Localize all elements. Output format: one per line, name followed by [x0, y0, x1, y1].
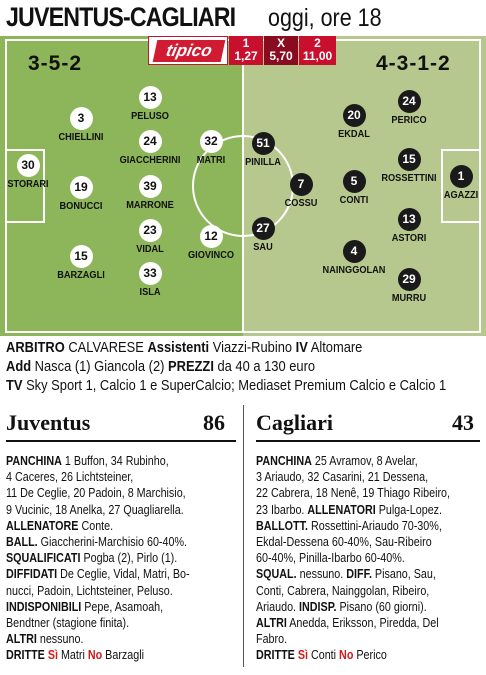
juve-dritte: DRITTE Sì Matri No Barzagli: [6, 648, 145, 663]
player-number: 15: [398, 148, 421, 171]
iv-value: Altomare: [310, 339, 363, 356]
match-teams: JUVENTUS-CAGLIARI: [6, 2, 236, 32]
add-prezzi-line: [6, 358, 315, 375]
odds-brand-logo: tipico: [148, 36, 228, 65]
home-player: [41, 245, 121, 281]
arbitro-value: CALVARESE: [68, 339, 144, 356]
player-number: 15: [70, 245, 93, 268]
cagliari-score: 43: [452, 410, 474, 435]
player-name: AGAZZI: [443, 190, 479, 201]
home-player: [41, 107, 121, 143]
home-player: [110, 86, 190, 122]
player-number: 32: [200, 130, 223, 153]
player-name: MURRU: [391, 293, 427, 304]
home-player: [110, 175, 190, 211]
player-number: 33: [139, 262, 162, 285]
player-name: EKDAL: [338, 129, 370, 140]
label-iv: IV: [295, 339, 308, 356]
cagliari-name: Cagliari: [256, 410, 333, 435]
match-headline: [6, 2, 382, 34]
label-assistenti: Assistenti: [147, 339, 210, 356]
home-formation: 3-5-2: [28, 52, 83, 75]
player-name: PELUSO: [131, 111, 169, 122]
player-name: GIACCHERINI: [119, 155, 181, 166]
player-name: COSSU: [284, 198, 318, 209]
player-name: BARZAGLI: [57, 270, 105, 281]
away-player: [223, 132, 303, 168]
column-separator: [243, 405, 244, 667]
player-name: GIOVINCO: [187, 250, 234, 261]
player-name: ROSSETTINI: [381, 173, 437, 184]
tv-line: [6, 377, 446, 394]
odds-draw: X 5,70: [264, 36, 298, 65]
player-number: 13: [398, 208, 421, 231]
player-name: CHIELLINI: [58, 132, 104, 143]
player-number: 24: [139, 130, 162, 153]
player-number: 1: [450, 165, 473, 188]
cagliari-column: PANCHINA 25 Avramov, 8 Avelar, 3 Ariaudo, 32 Casarini, 21 Dessena, 22 Cabrera, 18 Nenê, 19 Thiago Ribeiro, 23 Ibarbo. ALLENATORI Pulga-Lopez. BALLOTT. Rossettini-Ariaudo 70-30%, Ekdal-Dessena 60-40%, Sau-Ribeiro 60-40%, Pinilla-Ibarbo 60-40%. SQUAL. nessuno. DIFF. Pisano, Sau, Conti, Cabrera, Nainggolan, Ribeiro, Ariaudo. INDISP. Pisano (60 giorni). ALTRI Anedda, Eriksson, Piredda, Del Fabro. DRITTE Sì Conti No Perico: [256, 454, 451, 663]
label-tv: TV: [6, 377, 23, 394]
player-number: 30: [17, 154, 40, 177]
label-arbitro: ARBITRO: [6, 339, 65, 356]
player-number: 29: [398, 268, 421, 291]
juve-score: 86: [203, 410, 225, 435]
player-number: 7: [290, 173, 313, 196]
player-number: 12: [200, 225, 223, 248]
player-name: CONTI: [339, 195, 369, 206]
match-time: oggi, ore 18: [268, 4, 382, 32]
player-number: 39: [139, 175, 162, 198]
player-name: MARRONE: [126, 200, 174, 211]
away-player: [369, 208, 449, 244]
player-name: ASTORI: [391, 233, 427, 244]
cagliari-dritte: DRITTE Sì Conti No Perico: [256, 648, 387, 663]
tv-value: Sky Sport 1, Calcio 1 e SuperCalcio; Mediaset Premium Calcio e Calcio 1: [26, 377, 447, 394]
player-number: 3: [70, 107, 93, 130]
player-name: PINILLA: [245, 157, 281, 168]
player-number: 13: [139, 86, 162, 109]
player-number: 23: [139, 219, 162, 242]
prezzi-value: da 40 a 130 euro: [217, 358, 316, 375]
assistenti-value: Viazzi-Rubino: [212, 339, 293, 356]
label-add: Add: [6, 358, 32, 375]
officials-line: [6, 339, 362, 356]
player-number: 5: [343, 170, 366, 193]
player-name: BONUCCI: [59, 201, 103, 212]
away-formation: 4-3-1-2: [376, 52, 451, 75]
player-name: ISLA: [139, 287, 161, 298]
away-player: [223, 217, 303, 253]
away-player: [369, 268, 449, 304]
player-number: 4: [343, 240, 366, 263]
juve-divider: [6, 440, 236, 442]
player-number: 51: [252, 132, 275, 155]
player-number: 20: [343, 104, 366, 127]
player-name: NAINGGOLAN: [322, 265, 386, 276]
odds-home: 1 1,27: [229, 36, 263, 65]
juve-column: PANCHINA 1 Buffon, 34 Rubinho, 4 Caceres, 26 Lichtsteiner, 11 De Ceglie, 20 Padoin, 8 Marchisio, 9 Vucinic, 18 Anelka, 27 Quagliarella. ALLENATORE Conte. BALL. Giaccherini-Marchisio 60-40%. SQUALIFICATI Pogba (2), Pirlo (1). DIFFIDATI De Ceglie, Vidal, Matri, Bo- nucci, Padoin, Lichtsteiner, Peluso. INDISPONIBILI Pepe, Asamoah, Bendtner (stagione finita). ALTRI nessuno. DRITTE Sì Matri No Barzagli: [6, 454, 190, 663]
away-player: [369, 90, 449, 126]
label-prezzi: PREZZI: [168, 358, 214, 375]
player-number: 24: [398, 90, 421, 113]
odds-box: [148, 36, 336, 65]
player-name: VIDAL: [136, 244, 164, 255]
juve-name: Juventus: [6, 410, 91, 435]
player-name: SAU: [253, 242, 273, 253]
cagliari-divider: [256, 440, 480, 442]
player-name: PERICO: [391, 115, 427, 126]
pitch: [0, 36, 486, 336]
away-player: [421, 165, 486, 201]
player-number: 19: [70, 176, 93, 199]
player-name: STORARI: [7, 179, 49, 190]
add-value: Nasca (1) Giancola (2): [34, 358, 165, 375]
home-player: [41, 176, 121, 212]
player-name: MATRI: [196, 155, 226, 166]
home-player: [110, 262, 190, 298]
player-number: 27: [252, 217, 275, 240]
odds-away: 2 11,00: [299, 36, 336, 65]
